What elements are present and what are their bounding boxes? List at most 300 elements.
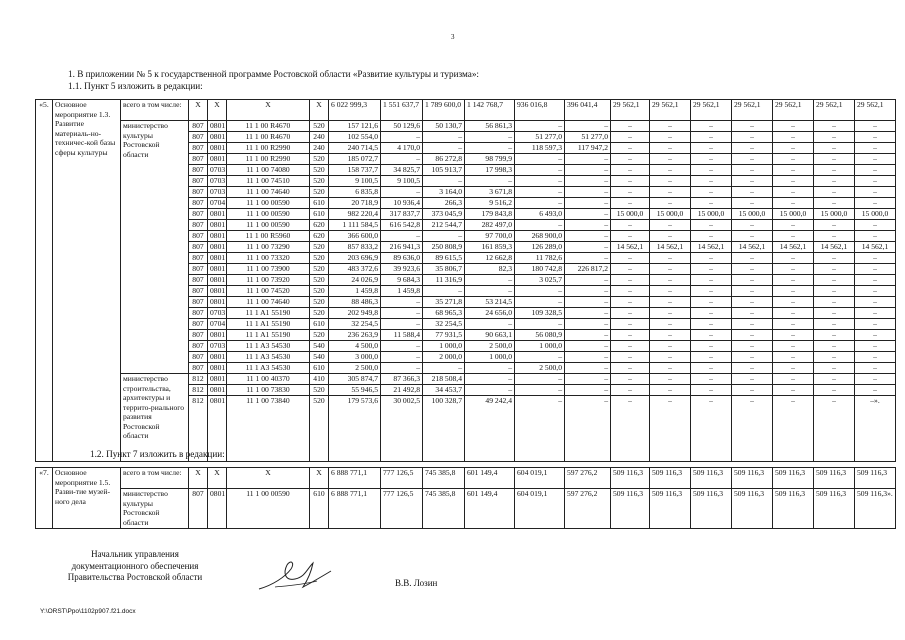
table-cell: 807 [189,187,208,198]
table-cell: 520 [310,330,329,341]
table-cell: – [650,363,691,374]
table-cell: – [773,187,814,198]
table-cell: – [691,330,732,341]
table-cell: – [773,330,814,341]
table-cell: 807 [189,143,208,154]
table-cell: – [650,187,691,198]
table-cell: – [515,374,565,385]
table-cell: – [773,275,814,286]
table-cell: – [611,385,650,396]
table-cell: 11 1 00 74080 [227,165,310,176]
table-cell: – [650,143,691,154]
table-cell: – [855,253,896,264]
table-cell: 0801 [208,209,227,220]
table-cell: – [814,187,855,198]
table-cell: 0801 [208,330,227,341]
table-cell: – [855,374,896,385]
table-cell: – [650,319,691,330]
table-cell: – [691,143,732,154]
table-cell: 745 385,8 [423,489,465,529]
table-cell: 540 [310,341,329,352]
table-cell: 216 941,3 [381,242,423,253]
table-cell: – [732,297,773,308]
total-label-cell: всего в том числе: [121,468,189,489]
table-cell: 509 116,3 [814,489,855,529]
table-cell: 0703 [208,165,227,176]
table-cell: – [650,341,691,352]
table-cell: 0801 [208,220,227,231]
table-cell: 0704 [208,198,227,209]
table-cell: – [814,253,855,264]
table-cell: – [565,231,611,242]
table-cell: – [814,363,855,374]
table-cell: – [732,176,773,187]
table-cell: – [814,319,855,330]
table-cell: 87 366,3 [381,374,423,385]
executor-cell: министерство культуры Ростовской области [121,121,189,374]
total-value-cell: X [310,468,329,489]
table-cell: 807 [189,132,208,143]
table-cell: 0801 [208,352,227,363]
table-cell: 2 500,0 [515,363,565,374]
table-cell: – [611,187,650,198]
table-cell: 520 [310,121,329,132]
table-cell: 15 000,0 [691,209,732,220]
table-cell: – [732,231,773,242]
table-cell: 807 [189,253,208,264]
executor-cell: министерство строительства, архитектуры и террито-риального развития Ростовской области [121,374,189,462]
table-cell: – [691,352,732,363]
table-cell: 520 [310,242,329,253]
table-cell: 807 [189,198,208,209]
table-cell: 117 947,2 [565,143,611,154]
table-cell: 807 [189,264,208,275]
table-cell: – [814,330,855,341]
table-cell: 807 [189,220,208,231]
table-cell: 0703 [208,308,227,319]
table-cell: – [515,385,565,396]
table-cell: – [855,275,896,286]
table-cell: – [565,209,611,220]
table-cell: – [855,132,896,143]
table-cell: 24 656,0 [465,308,515,319]
table-cell: – [381,154,423,165]
table-cell: – [814,143,855,154]
table-cell: 520 [310,308,329,319]
table-cell: 483 372,6 [329,264,381,275]
table-cell: 610 [310,319,329,330]
table-cell: 9 100,5 [329,176,381,187]
table-cell: – [855,264,896,275]
table-cell: – [565,319,611,330]
table-cell: 14 562,1 [650,242,691,253]
table-cell: – [611,121,650,132]
table-cell: – [565,352,611,363]
table-cell: 0801 [208,297,227,308]
total-value-cell: 6 022 999,3 [329,100,381,121]
table-cell: – [565,286,611,297]
table-cell: – [773,165,814,176]
table-cell: – [773,220,814,231]
table-cell: 118 597,3 [515,143,565,154]
table-cell: – [855,231,896,242]
table-cell: – [855,198,896,209]
table-cell: 11 1 00 00590 [227,489,310,529]
table-cell: – [855,154,896,165]
table-cell: – [611,297,650,308]
table-cell: – [773,319,814,330]
table-cell: – [611,341,650,352]
table-cell: – [855,352,896,363]
table-cell: – [611,352,650,363]
table-cell: – [814,231,855,242]
table-cell: 520 [310,253,329,264]
table-cell: 11 1 00 74640 [227,187,310,198]
table-cell: – [691,308,732,319]
table-cell: 102 554,0 [329,132,381,143]
total-value-cell: 777 126,5 [381,468,423,489]
table-cell: – [565,374,611,385]
table-cell: – [565,297,611,308]
table-cell: 1 459,8 [381,286,423,297]
table-cell: 520 [310,286,329,297]
table-cell: 0801 [208,132,227,143]
table-cell: 212 544,7 [423,220,465,231]
table-cell: – [650,330,691,341]
table-cell: 14 562,1 [691,242,732,253]
intro-text [68,68,479,92]
table-cell: – [650,154,691,165]
table-row-total [36,100,896,121]
table-cell: 15 000,0 [732,209,773,220]
table-cell: – [855,385,896,396]
table-cell: – [465,132,515,143]
table-cell: – [465,176,515,187]
table-cell: – [814,396,855,462]
total-value-cell: 509 116,3 [855,468,896,489]
total-value-cell: X [208,100,227,121]
table-cell: – [814,121,855,132]
table-cell: – [650,385,691,396]
table-cell: 0801 [208,242,227,253]
table-cell: – [691,187,732,198]
table-cell: 50 130,7 [423,121,465,132]
table-cell: 0703 [208,176,227,187]
table-cell: – [565,275,611,286]
table-cell: – [691,220,732,231]
table-cell: 268 900,0 [515,231,565,242]
total-value-cell: 1 142 768,7 [465,100,515,121]
table-cell: 317 837,7 [381,209,423,220]
event-name-cell: Основное мероприятие 1.5. Разви-тие музей-ного дела [53,468,121,529]
table-cell: – [611,275,650,286]
table-cell: – [814,165,855,176]
table-cell: – [565,253,611,264]
table-cell: – [773,253,814,264]
table-cell: 610 [310,198,329,209]
table-cell: – [814,308,855,319]
table-cell: 98 799,9 [465,154,515,165]
total-value-cell: 601 149,4 [465,468,515,489]
table-cell: – [773,374,814,385]
table-cell: 6 888 771,1 [329,489,381,529]
table-cell: 0801 [208,264,227,275]
table-cell: – [773,264,814,275]
table-cell: 540 [310,352,329,363]
table-cell: 812 [189,385,208,396]
table-cell: – [814,341,855,352]
table-cell: 0801 [208,231,227,242]
table-cell: – [381,297,423,308]
table-cell: – [515,198,565,209]
table-cell: – [855,176,896,187]
row-number-cell: «7. [36,468,53,529]
table-cell: 1 459,8 [329,286,381,297]
table-cell: – [611,308,650,319]
table-cell: – [650,374,691,385]
table-cell: 11 1 00 R5960 [227,231,310,242]
table-cell: – [732,352,773,363]
table-cell: – [691,297,732,308]
table-cell: – [691,121,732,132]
table-cell: 807 [189,297,208,308]
table-cell: 0801 [208,363,227,374]
table-cell: 11 1 A1 55190 [227,308,310,319]
table-cell: 21 492,8 [381,385,423,396]
table-cell: 11 588,4 [381,330,423,341]
table-cell: 6 493,0 [515,209,565,220]
table-cell: – [855,121,896,132]
table-cell: 11 1 00 74510 [227,176,310,187]
table-cell: 509 116,3 [732,489,773,529]
table-cell: – [381,187,423,198]
table-cell: 11 1 A3 54530 [227,363,310,374]
table-cell: 179 843,8 [465,209,515,220]
table-cell: 807 [189,176,208,187]
table-cell: – [773,385,814,396]
table-cell: – [565,220,611,231]
table-cell: – [611,374,650,385]
table-cell: – [611,231,650,242]
table-cell: 51 277,0 [565,132,611,143]
table-cell: 50 129,6 [381,121,423,132]
executor-cell: министерство культуры Ростовской области [121,489,189,529]
table-cell: 807 [189,341,208,352]
table-cell: 11 1 00 R2990 [227,143,310,154]
table-cell: 179 573,6 [329,396,381,462]
table-cell: 610 [310,489,329,529]
page-number: 3 [451,33,455,41]
table-cell: 90 663,1 [465,330,515,341]
table-cell: – [732,198,773,209]
table-cell: 807 [189,489,208,529]
table-cell: – [691,363,732,374]
table-cell: – [732,165,773,176]
table-cell: – [732,143,773,154]
table-cell: 0704 [208,319,227,330]
table-cell: – [650,275,691,286]
table-cell: 410 [310,374,329,385]
table-cell: – [611,165,650,176]
table-row [36,374,896,385]
table-cell: – [381,132,423,143]
table-cell: – [855,308,896,319]
table-cell: 1 000,0 [465,352,515,363]
table-cell: – [691,132,732,143]
signatory-position [60,549,210,584]
table-cell: – [650,198,691,209]
table-cell: 807 [189,352,208,363]
table-cell: 226 817,2 [565,264,611,275]
table-cell: – [773,198,814,209]
table-cell: 610 [310,363,329,374]
table-cell: – [691,198,732,209]
table-cell: 366 600,0 [329,231,381,242]
table-cell: – [465,363,515,374]
table-cell: 982 220,4 [329,209,381,220]
table-cell: – [773,132,814,143]
table-cell: 14 562,1 [611,242,650,253]
table-cell: – [515,187,565,198]
table-cell: – [423,231,465,242]
table-item-7 [35,467,896,529]
file-path-footer: Y:\ORST\Ppo\1102p907.f21.docx [40,608,136,615]
table-cell: 9 516,2 [465,198,515,209]
table-cell: 509 116,3 [773,489,814,529]
table-cell: – [465,286,515,297]
table-cell: – [650,286,691,297]
table-cell: 610 [310,209,329,220]
table-cell: – [773,231,814,242]
table-cell: 807 [189,154,208,165]
table-cell: – [773,308,814,319]
total-label-cell: всего в том числе: [121,100,189,121]
table-cell: 0703 [208,187,227,198]
table-cell: 11 782,6 [515,253,565,264]
table-cell: – [381,352,423,363]
table-cell: – [814,154,855,165]
table-cell: – [465,374,515,385]
table-cell: 777 126,5 [381,489,423,529]
table-cell: 9 100,5 [381,176,423,187]
table-cell: 32 254,5 [329,319,381,330]
table-cell: – [732,264,773,275]
table-cell: 11 1 00 73840 [227,396,310,462]
table-cell: 157 121,6 [329,121,381,132]
table-cell: 807 [189,308,208,319]
table-cell: 11 1 00 R4670 [227,132,310,143]
table-cell: 11 1 00 R4670 [227,121,310,132]
table-cell: – [855,330,896,341]
table-cell: 236 263,9 [329,330,381,341]
table-cell: 55 946,5 [329,385,381,396]
signatory-line-2: документационного обеспечения [71,560,199,571]
table-cell: 240 [310,143,329,154]
total-value-cell: 604 019,1 [515,468,565,489]
table-cell: 0801 [208,374,227,385]
total-value-cell: X [227,100,310,121]
table-cell: 520 [310,187,329,198]
total-value-cell: 1 551 637,7 [381,100,423,121]
table-cell: – [855,143,896,154]
table-cell: 620 [310,220,329,231]
table-cell: 88 486,3 [329,297,381,308]
table-cell: – [691,374,732,385]
table-cell: 1 111 584,5 [329,220,381,231]
table-cell: 11 1 00 40370 [227,374,310,385]
table-cell: – [565,176,611,187]
table-cell: 14 562,1 [732,242,773,253]
total-value-cell: 29 562,1 [611,100,650,121]
table-cell: 373 045,9 [423,209,465,220]
intro-line-2: 1.1. Пункт 5 изложить в редакции: [68,81,203,91]
table-item-5 [35,99,896,462]
table-cell: – [855,341,896,352]
total-value-cell: 6 888 771,1 [329,468,381,489]
total-value-cell: 745 385,8 [423,468,465,489]
table-cell: – [855,297,896,308]
total-value-cell: 396 041,4 [565,100,611,121]
table-cell: 11 1 00 00590 [227,209,310,220]
table-cell: 14 562,1 [773,242,814,253]
table-cell: – [773,176,814,187]
table-cell: 109 328,5 [515,308,565,319]
table-cell: 250 808,9 [423,242,465,253]
table-cell: 11 1 00 73900 [227,264,310,275]
table-cell: – [515,352,565,363]
table-cell: 0703 [208,341,227,352]
table-cell: 126 289,0 [515,242,565,253]
total-value-cell: 29 562,1 [732,100,773,121]
table-cell: – [814,286,855,297]
total-value-cell: 509 116,3 [650,468,691,489]
table-cell: – [381,341,423,352]
table-cell: – [611,220,650,231]
table-cell: 266,3 [423,198,465,209]
table-cell: 12 662,8 [465,253,515,264]
total-value-cell: 509 116,3 [691,468,732,489]
table-cell: – [565,308,611,319]
table-cell: 620 [310,231,329,242]
table-cell: – [732,308,773,319]
table-cell: – [814,374,855,385]
table-cell: 807 [189,209,208,220]
table-cell: – [423,132,465,143]
table-cell: 520 [310,176,329,187]
table-cell: 17 998,3 [465,165,515,176]
table-cell: – [855,286,896,297]
table-cell: – [565,341,611,352]
table-row-total [36,468,896,489]
table-cell: 0801 [208,275,227,286]
table-cell: – [732,319,773,330]
signatory-line-3: Правительства Ростовской области [67,572,203,582]
table-cell: 11 1 A1 55190 [227,330,310,341]
table-cell: – [565,396,611,462]
table-cell: 97 700,0 [465,231,515,242]
table-cell: 520 [310,396,329,462]
table-cell: 604 019,1 [515,489,565,529]
table-cell: 2 000,0 [423,352,465,363]
table-cell: – [465,319,515,330]
signatory-name: В.В. Лозин [395,578,438,588]
table-cell: – [565,330,611,341]
table-cell: – [691,341,732,352]
table-cell: – [515,176,565,187]
table-cell: – [650,231,691,242]
table-cell: 3 671,8 [465,187,515,198]
table-cell: – [814,385,855,396]
